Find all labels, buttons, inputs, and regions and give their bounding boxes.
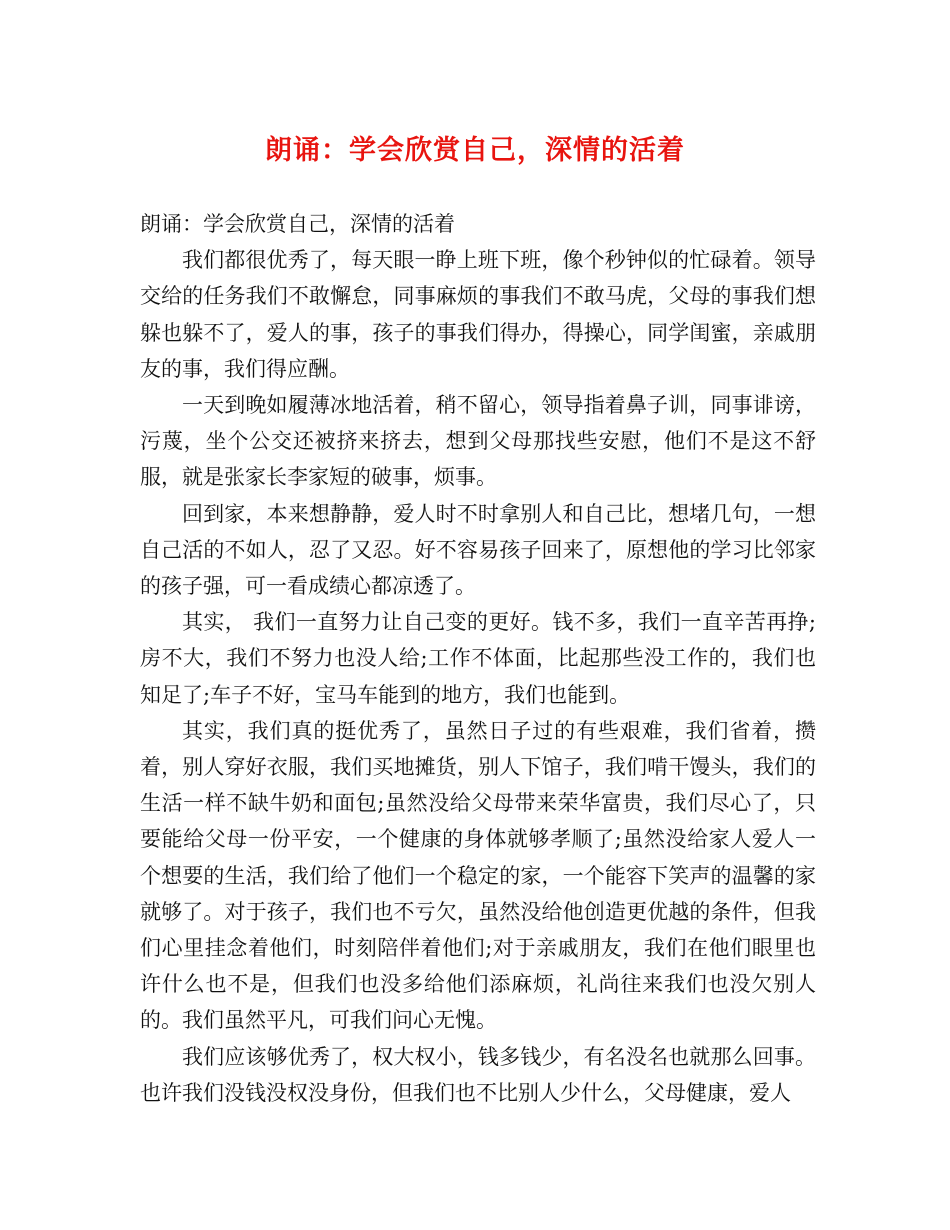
paragraph-2: 一天到晚如履薄冰地活着，稍不留心，领导指着鼻子训，同事诽谤，污蔑，坐个公交还被挤来挤去，想到父母那找些安慰，他们不是这不舒服，就是张家长李家短的破事，烦事。 bbox=[140, 393, 816, 490]
paragraph-4: 其实， 我们一直努力让自己变的更好。钱不多，我们一直辛苦再挣;房不大，我们不努力也没人给;工作不体面，比起那些没工作的，我们也知足了;车子不好，宝马车能到的地方，我们也能到。 bbox=[140, 610, 816, 707]
paragraph-6: 我们应该够优秀了，权大权小，钱多钱少，有名没名也就那么回事。也许我们没钱没权没身份，但我们也不比别人少什么，父母健康，爱人 bbox=[140, 1044, 816, 1105]
document-subtitle: 朗诵：学会欣赏自己，深情的活着 bbox=[140, 212, 455, 236]
document-body bbox=[140, 206, 816, 1111]
paragraph-5: 其实，我们真的挺优秀了，虽然日子过的有些艰难，我们省着，攒着，别人穿好衣服，我们买地摊货，别人下馆子，我们啃干馒头，我们的生活一样不缺牛奶和面包;虽然没给父母带来荣华富贵，我们尽心了，只要能给父母一份平安，一个健康的身体就够孝顺了;虽然没给家人爱人一个想要的生活，我们给了他们一个稳定的家，一个能容下笑声的温馨的家就够了。对于孩子，我们也不亏欠，虽然没给他创造更优越的条件，但我们心里挂念着他们，时刻陪伴着他们;对于亲戚朋友，我们在他们眼里也许什么也不是，但我们也没多给他们添麻烦，礼尚往来我们也没欠别人的。我们虽然平凡，可我们问心无愧。 bbox=[140, 718, 816, 1033]
paragraph-3: 回到家，本来想静静，爱人时不时拿别人和自己比，想堵几句，一想自己活的不如人，忍了又忍。好不容易孩子回来了，原想他的学习比邻家的孩子强，可一看成绩心都凉透了。 bbox=[140, 501, 816, 599]
document-title: 朗诵：学会欣赏自己，深情的活着 bbox=[265, 135, 685, 166]
paragraph-1: 我们都很优秀了，每天眼一睁上班下班，像个秒钟似的忙碌着。领导交给的任务我们不敢懈怠，同事麻烦的事我们不敢马虎，父母的事我们想躲也躲不了，爱人的事，孩子的事我们得办，得操心，同学闺蜜，亲戚朋友的事，我们得应酬。 bbox=[140, 248, 816, 381]
